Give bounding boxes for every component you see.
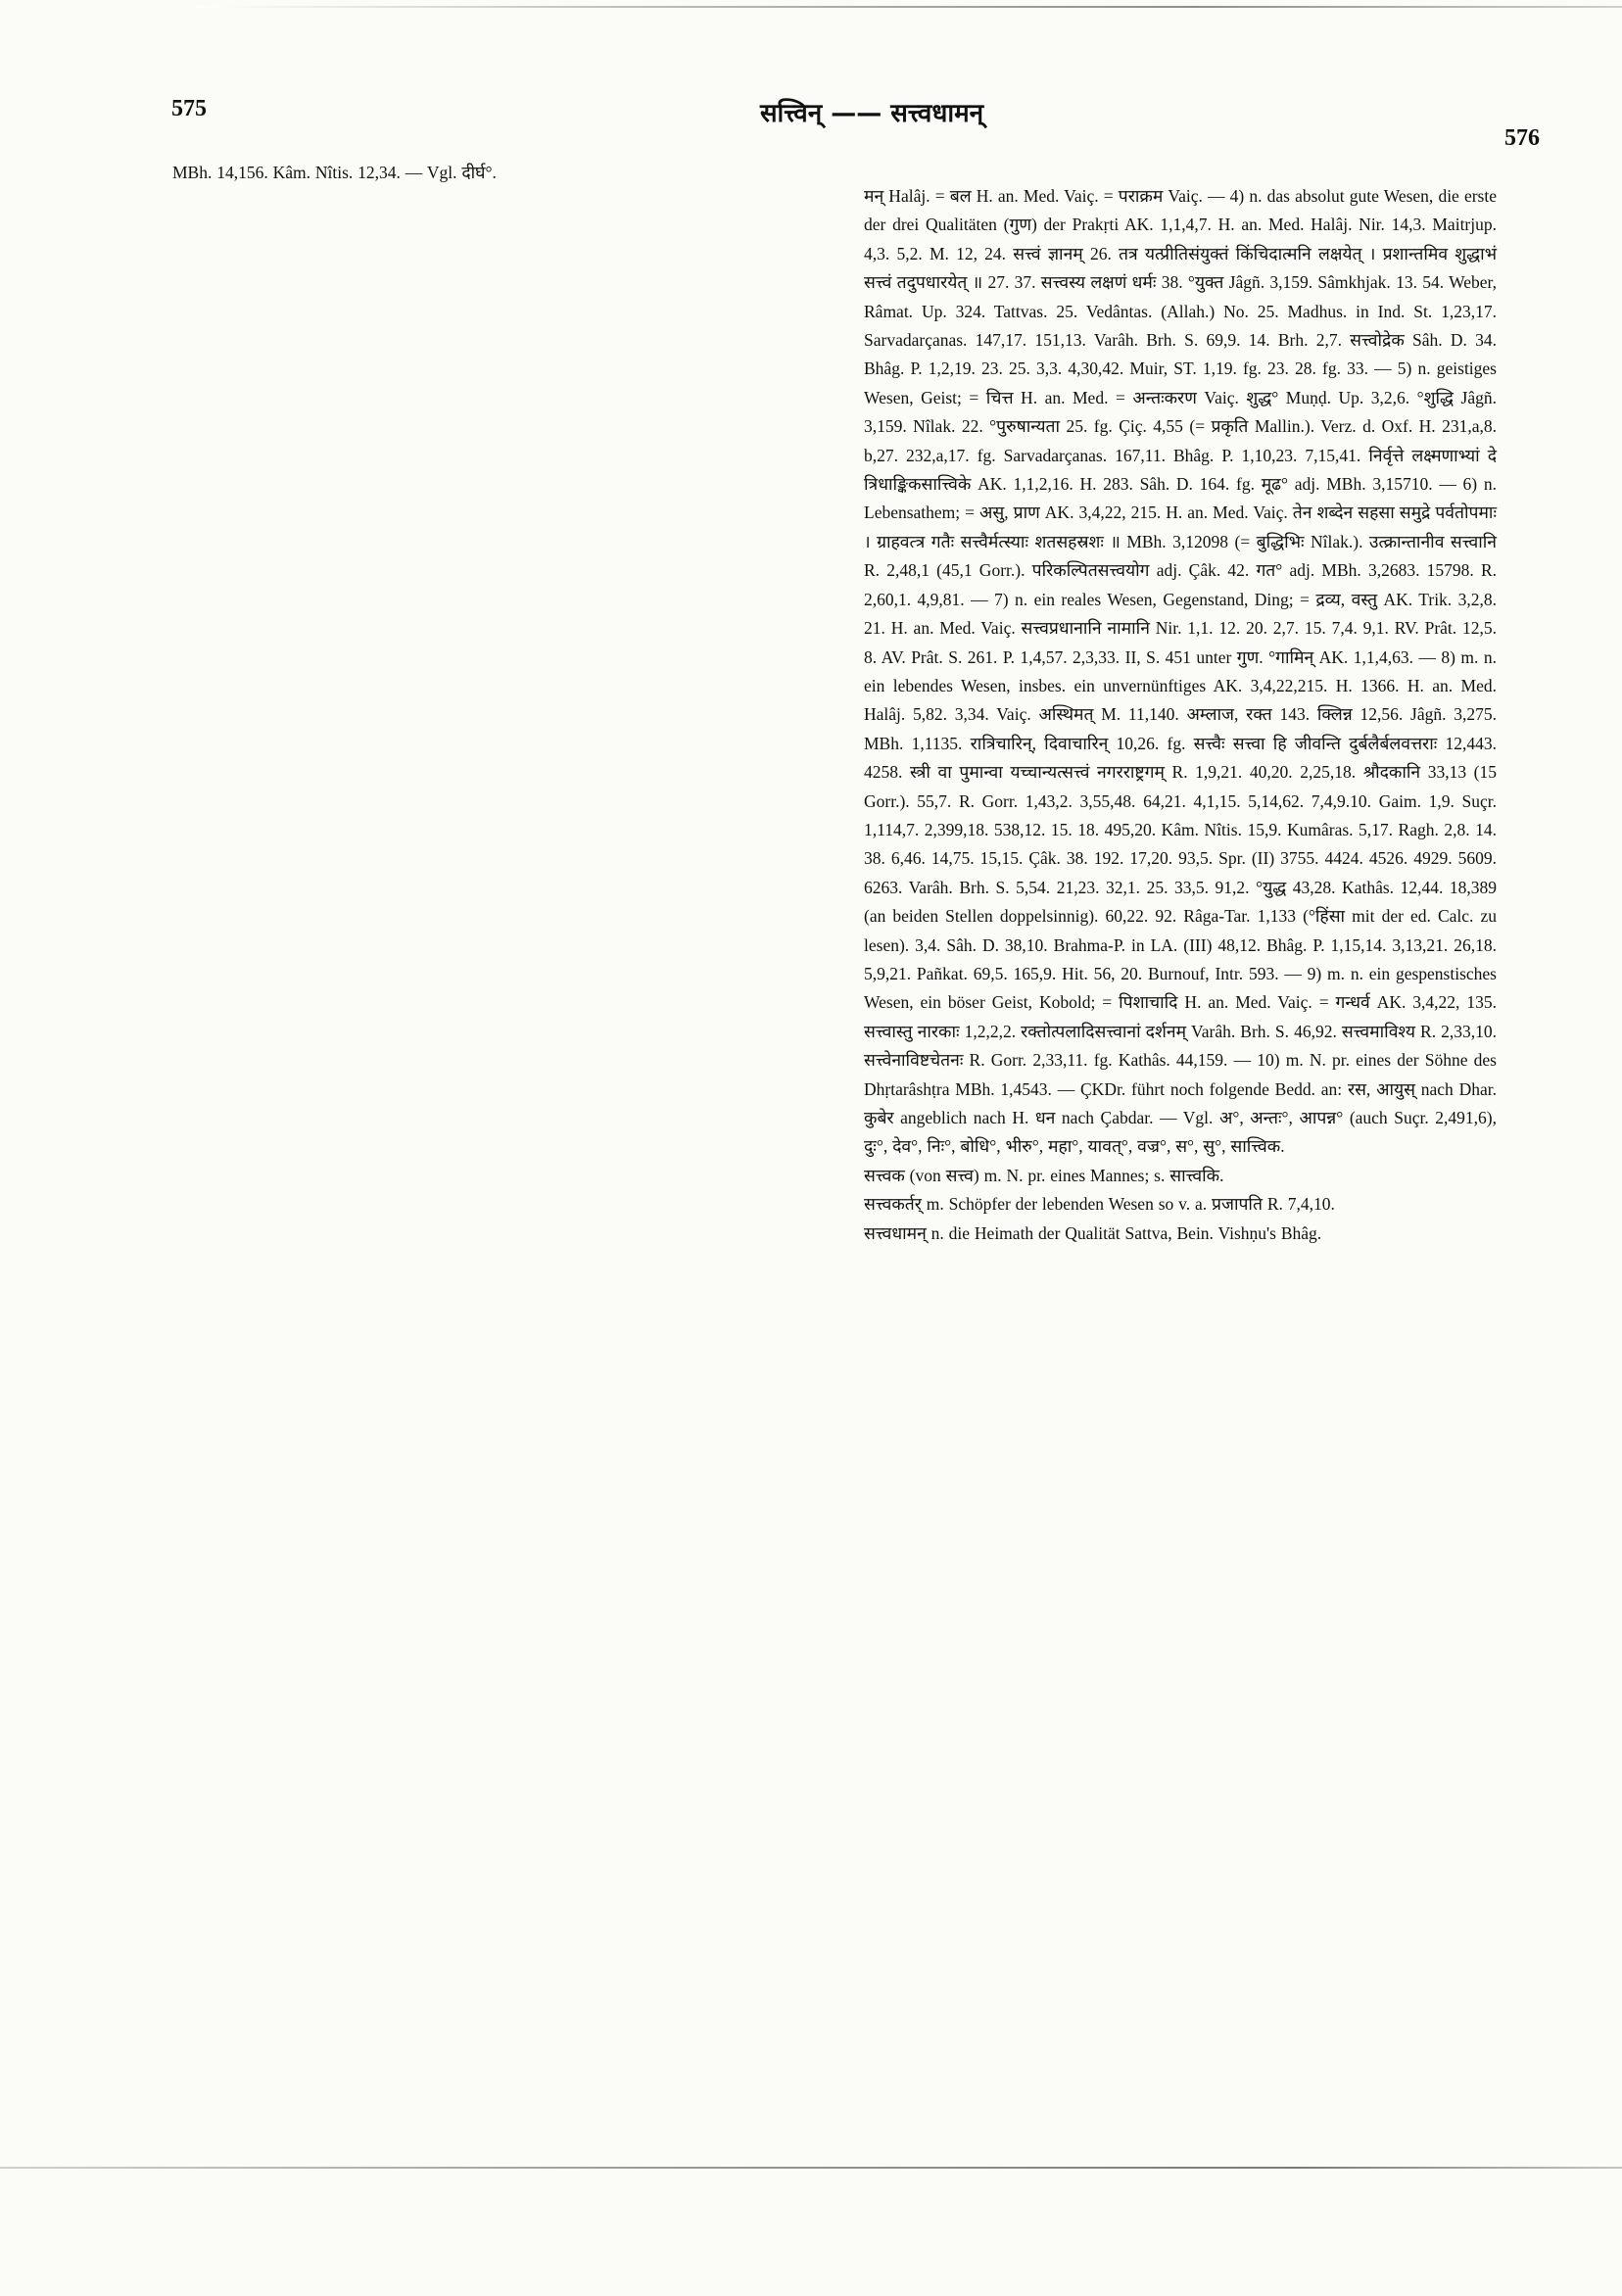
right-column (864, 182, 1497, 1248)
bottom-scan-rule (0, 2167, 1622, 2169)
entry-paragraph: मन् Halâj. = बल H. an. Med. Vaiç. = पराक्रम Vaiç. — 4) n. das absolut gute Wesen, die erste der drei Qualitäten (गुण) der Prakṛti AK. 1,1,4,7. H. an. Med. Halâj. Nir. 14,3. Maitrjup. 4,3. 5,2. M. 12, 24. सत्त्वं ज्ञानम् 26. तत्र यत्प्रीतिसंयुक्तं किंचिदात्मनि लक्षयेत् । प्रशान्तमिव शुद्धाभं सत्त्वं तदुपधारयेत् ॥ 27. 37. सत्त्वस्य लक्षणं धर्मः 38. °युक्त Jâgñ. 3,159. Sâmkhjak. 13. 54. Weber, Râmat. Up. 324. Tattvas. 25. Vedântas. (Allah.) No. 25. Madhus. in Ind. St. 1,23,17. Sarvadarçanas. 147,17. 151,13. Varâh. Brh. S. 69,9. 14. Brh. 2,7. सत्त्वोद्रेक Sâh. D. 34. Bhâg. P. 1,2,19. 23. 25. 3,3. 4,30,42. Muir, ST. 1,19. fg. 23. 28. fg. 33. — 5) n. geistiges Wesen, Geist; = चित्त H. an. Med. = अन्तःकरण Vaiç. शुद्ध° Muṇḍ. Up. 3,2,6. °शुद्धि Jâgñ. 3,159. Nîlak. 22. °पुरुषान्यता 25. fg. Çiç. 4,55 (= प्रकृति Mallin.). Verz. d. Oxf. H. 231,a,8. b,27. 232,a,17. fg. Sarvadarçanas. 167,11. Bhâg. P. 1,10,23. 7,15,41. निर्वृत्ते लक्ष्मणाभ्यां दे त्रिधाङ्किकसात्त्विके AK. 1,1,2,16. H. 283. Sâh. D. 164. fg. मूढ° adj. MBh. 3,15710. — 6) n. Lebensathem; = असु, प्राण AK. 3,4,22, 215. H. an. Med. Vaiç. तेन शब्देन सहसा समुद्रे पर्वतोपमाः । ग्राहवत्त्र गतैः सत्त्वैर्मत्स्याः शतसहस्रशः ॥ MBh. 3,12098 (= बुद्धिभिः Nîlak.). उत्क्रान्तानीव सत्त्वानि R. 2,48,1 (45,1 Gorr.). परिकल्पितसत्त्वयोग adj. Çâk. 42. गत° adj. MBh. 3,2683. 15798. R. 2,60,1. 4,9,81. — 7) n. ein reales Wesen, Gegenstand, Ding; = द्रव्य, वस्तु AK. Trik. 3,2,8. 21. H. an. Med. Vaiç. सत्त्वप्रधानानि नामानि Nir. 1,1. 12. 20. 2,7. 15. 7,4. 9,1. RV. Prât. 12,5. 8. AV. Prât. S. 261. P. 1,4,57. 2,3,33. II, S. 451 unter गुण. °गामिन् AK. 1,1,4,63. — 8) m. n. ein lebendes Wesen, insbes. ein unvernünftiges AK. 3,4,22,215. H. 1366. H. an. Med. Halâj. 5,82. 3,34. Vaiç. अस्थिमत् M. 11,140. अम्लाज, रक्त 143. क्लिन्न 12,56. Jâgñ. 3,275. MBh. 1,1135. रात्रिचारिन्, दिवाचारिन् 10,26. fg. सत्त्वैः सत्त्वा हि जीवन्ति दुर्बलैर्बलवत्तराः 12,443. 4258. स्त्री वा पुमान्वा यच्चान्यत्सत्त्वं नगरराष्ट्रगम् R. 1,9,21. 40,20. 2,25,18. श्रौदकानि 33,13 (15 Gorr.). 55,7. R. Gorr. 1,43,2. 3,55,48. 64,21. 4,1,15. 5,14,62. 7,4,9.10. Gaim. 1,9. Suçr. 1,114,7. 2,399,18. 538,12. 15. 18. 495,20. Kâm. Nîtis. 15,9. Kumâras. 5,17. Ragh. 2,8. 14. 38. 6,46. 14,75. 15,15. Çâk. 38. 192. 17,20. 93,5. Spr. (II) 3755. 4424. 4526. 4929. 5609. 6263. Varâh. Brh. S. 5,54. 21,23. 32,1. 25. 33,5. 91,2. °युद्ध 43,28. Kathâs. 12,44. 18,389 (an beiden Stellen doppelsinnig). 60,22. 92. Râga-Tar. 1,133 (°हिंसा mit der ed. Calc. zu lesen). 3,4. Sâh. D. 38,10. Brahma-P. in LA. (III) 48,12. Bhâg. P. 1,15,14. 3,13,21. 26,18. 5,9,21. Pañkat. 69,5. 165,9. Hit. 56, 20. Burnouf, Intr. 593. — 9) m. n. ein gespenstisches Wesen, ein böser Geist, Kobold; = पिशाचादि H. an. Med. Vaiç. = गन्धर्व AK. 3,4,22, 135. सत्त्वास्तु नारकाः 1,2,2,2. रक्तोत्पलादिसत्त्वानां दर्शनम् Varâh. Brh. S. 46,92. सत्त्वमाविश्य R. 2,33,10. सत्त्वेनाविष्टचेतनः R. Gorr. 2,33,11. fg. Kathâs. 44,159. — 10) m. N. pr. eines der Söhne des Dhṛtarâshṭra MBh. 1,4543. — ÇKDr. führt noch folgende Bedd. an: रस, आयुस् nach Dhar. कुबेर angeblich nach H. धन nach Çabdar. — Vgl. अ°, अन्तः°, आपन्न° (auch Suçr. 2,491,6), दुः°, देव°, निः°, बोधि°, भीरु°, महा°, यावत्°, वज्र°, स°, सु°, सात्त्विक. (864, 186, 1497, 1157)
left-column (172, 159, 807, 187)
entry-paragraph: MBh. 14,156. Kâm. Nîtis. 12,34. — Vgl. दीर्घ°. (172, 163, 497, 182)
entry-paragraph: सत्त्वधामन् n. die Heimath der Qualität Sattva, Bein. Vishṇu's Bhâg. (864, 1222, 1322, 1243)
page-number-left: 575 (171, 96, 207, 121)
running-head: सत्त्विन् —— सत्त्वधामन् (759, 99, 984, 128)
entry-paragraph: सत्त्वकर्तर् m. Schöpfer der lebenden Wesen so v. a. प्रजापति R. 7,4,10. (864, 1194, 1335, 1215)
page-number-right: 576 (1504, 125, 1540, 151)
entry-paragraph: सत्त्वक (von सत्त्व) m. N. pr. eines Mannes; s. सात्त्वकि. (864, 1165, 1224, 1185)
scan-edge-line (196, 6, 1622, 8)
